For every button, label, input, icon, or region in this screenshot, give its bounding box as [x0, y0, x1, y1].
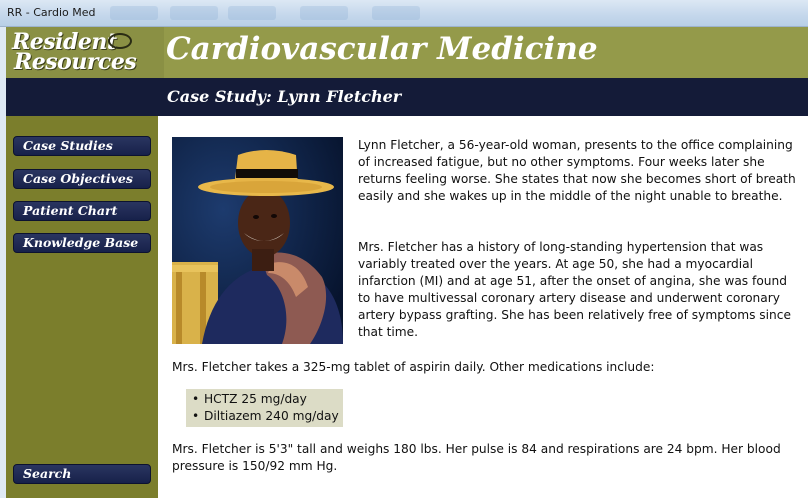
- vitals-paragraph: Mrs. Fletcher is 5'3" tall and weighs 180 lbs. Her pulse is 84 and respirations are 24 bpm. Her blood pressure is 150/92 mm Hg.: [172, 442, 781, 473]
- medication-item: • Diltiazem 240 mg/day: [192, 408, 343, 425]
- search-button[interactable]: Search: [13, 464, 151, 484]
- history-paragraph-1: Lynn Fletcher, a 56-year-old woman, presents to the office complaining of increased fatigue, but no other symptoms. Four weeks later she returns feeling worse. She states that now she becomes short of breath easily and she wakes up in the middle of the night unable to breathe.: [358, 138, 796, 203]
- background-icon: [372, 6, 420, 20]
- patient-portrait-image: [172, 137, 343, 344]
- stethoscope-icon: [108, 33, 132, 49]
- app-content: [6, 27, 808, 498]
- medication-item: • HCTZ 25 mg/day: [192, 391, 343, 408]
- header-band: [6, 27, 808, 78]
- logo-line-1: Resident: [12, 29, 117, 55]
- subtitle-band: [6, 78, 808, 116]
- title-bar: [0, 0, 808, 27]
- background-icon: [300, 6, 348, 20]
- window-title: RR - Cardio Med: [7, 6, 96, 19]
- background-icon: [228, 6, 276, 20]
- medication-list: [186, 389, 343, 427]
- nav-patient-chart-button[interactable]: Patient Chart: [13, 201, 151, 221]
- nav-case-studies-button[interactable]: Case Studies: [13, 136, 151, 156]
- resident-resources-logo: [6, 27, 164, 78]
- case-content: [158, 116, 808, 498]
- case-study-title: Case Study: Lynn Fletcher: [167, 87, 402, 106]
- background-icon: [110, 6, 158, 20]
- nav-case-objectives-button[interactable]: Case Objectives: [13, 169, 151, 189]
- medications-intro: Mrs. Fletcher takes a 325-mg tablet of aspirin daily. Other medications include:: [172, 360, 655, 374]
- sidebar: [6, 116, 158, 498]
- logo-line-2: Resources: [14, 49, 137, 75]
- background-icon: [170, 6, 218, 20]
- patient-photo: [172, 137, 343, 344]
- history-paragraph-2: Mrs. Fletcher has a history of long-standing hypertension that was variably treated over the years. At age 50, she had a myocardial infarction (MI) and at age 51, after the onset of angina, she was found to have multivessal coronary artery disease and underwent coronary artery bypass grafting. She has been relatively free of symptoms since that time.: [358, 240, 791, 339]
- nav-knowledge-base-button[interactable]: Knowledge Base: [13, 233, 151, 253]
- app-title: Cardiovascular Medicine: [166, 31, 598, 67]
